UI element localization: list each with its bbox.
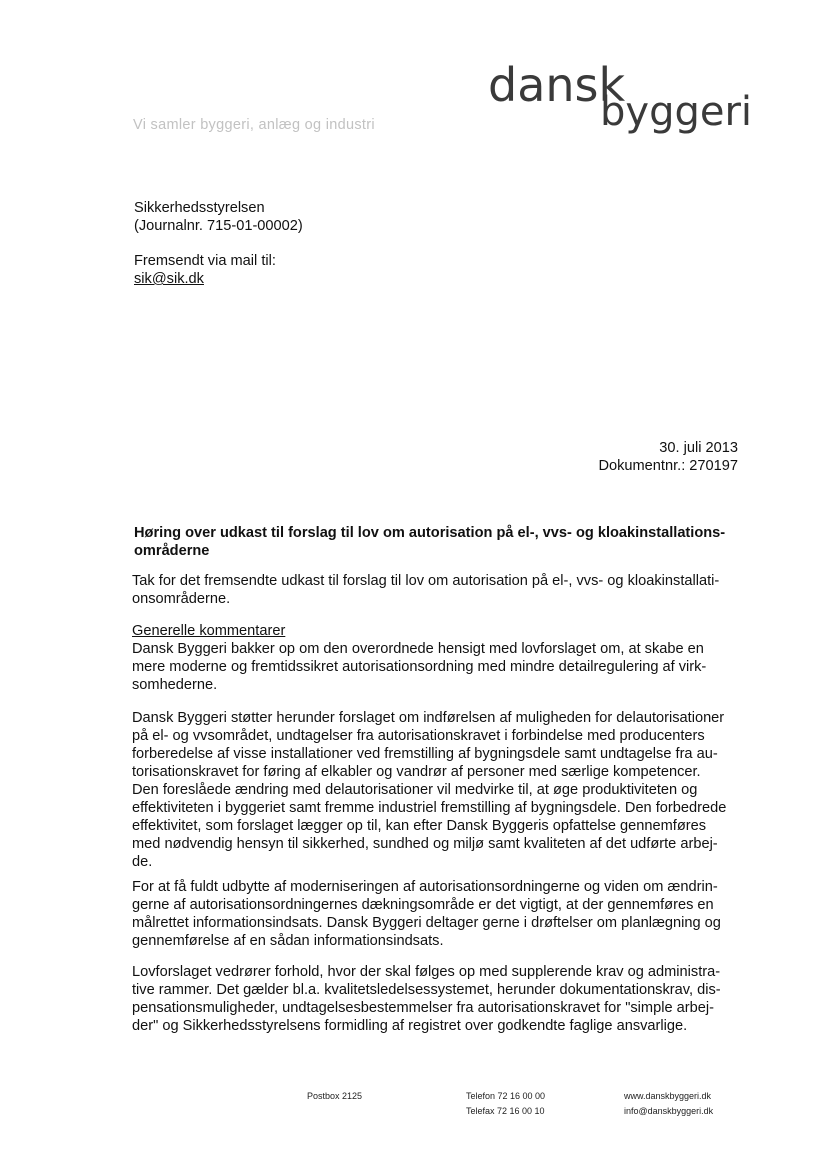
recipient-journal: (Journalnr. 715-01-00002) [134, 218, 303, 234]
paragraph-line: med nødvendig hensyn til sikkerhed, sundhed og miljø samt kvaliteten af det udførte arbej- [132, 836, 718, 852]
paragraph-line: Dansk Byggeri støtter herunder forslaget om indførelsen af muligheden for delautorisationer [132, 710, 725, 726]
recipient-name: Sikkerhedsstyrelsen [134, 200, 265, 216]
paragraph-line: Dansk Byggeri bakker op om den overordnede hensigt med lovforslaget om, at skabe en [132, 641, 704, 657]
paragraph-requirements [132, 963, 740, 1035]
general-comments-paragraph [132, 622, 740, 694]
section-heading-general: Generelle kommentarer [132, 623, 286, 639]
footer-online [624, 1089, 713, 1119]
letter-date: 30. juli 2013 [659, 440, 738, 456]
date-block [598, 439, 738, 475]
forwarded-label: Fremsendt via mail til: [134, 253, 276, 269]
paragraph-line: gennemførelse af en sådan informationsindsats. [132, 933, 444, 949]
subject-heading [134, 524, 734, 560]
paragraph-line: der" og Sikkerhedsstyrelsens formidling af registret over godkendte faglige ansvarlige. [132, 1018, 688, 1034]
paragraph-line: Lovforslaget vedrører forhold, hvor der skal følges op med supplerende krav og administra- [132, 964, 721, 980]
footer-phone: Telefon 72 16 00 00 [466, 1091, 546, 1101]
intro-paragraph [132, 572, 740, 608]
paragraph-information [132, 878, 740, 950]
paragraph-line: forberedelse af visse installationer ved fremstilling af bygningsdele samt undtagelse fra au- [132, 746, 718, 762]
paragraph-line: mere moderne og fremtidssikret autorisationsordning med mindre detailregulering af virk- [132, 659, 707, 675]
recipient-email-link[interactable]: sik@sik.dk [134, 271, 204, 287]
paragraph-line: onsområderne. [132, 591, 231, 607]
footer-email-link[interactable]: info@danskbyggeri.dk [624, 1106, 714, 1116]
paragraph-line: de. [132, 854, 153, 870]
paragraph-line: somhederne. [132, 677, 218, 693]
paragraph-line: gerne af autorisationsordningernes dækningsområde er det vigtigt, at der gennemføres en [132, 897, 714, 913]
document-number: Dokumentnr.: 270197 [598, 458, 738, 474]
paragraph-line: torisationskravet for føring af elkabler og vandrør af personer med særlige kompetencer. [132, 764, 701, 780]
footer-postbox [307, 1089, 362, 1104]
paragraph-line: målrettet informationsindsats. Dansk Byggeri deltager gerne i drøftelser om planlægning og [132, 915, 721, 931]
paragraph-line: effektiviteten i byggeriet samt fremme industriel fremstilling af bygningsdele. Den forbedrede [132, 800, 727, 816]
footer-website-link[interactable]: www.danskbyggeri.dk [624, 1091, 712, 1101]
paragraph-line: Tak for det fremsendte udkast til forslag til lov om autorisation på el-, vvs- og kloakinstallati- [132, 573, 720, 589]
recipient-block [134, 199, 303, 235]
footer-fax: Telefax 72 16 00 10 [466, 1106, 545, 1116]
paragraph-line: pensationsmuligheder, undtagelsesbestemmelser fra autorisationskravet for "simple arbej- [132, 1000, 714, 1016]
subject-line: Høring over udkast til forslag til lov om autorisation på el-, vvs- og kloakinstallations- [134, 525, 726, 541]
tagline: Vi samler byggeri, anlæg og industri [133, 117, 375, 133]
logo-wordmark-byggeri: byggeri [600, 89, 753, 135]
paragraph-line: Den foreslåede ændring med delautorisationer vil medvirke til, at øge produktiviteten og [132, 782, 698, 798]
logo-wordmark-dansk: dansk [488, 58, 626, 112]
paragraph-line: på el- og vvsområdet, undtagelser fra autorisationskravet i forbindelse med producenters [132, 728, 705, 744]
subject-line: områderne [134, 543, 210, 559]
footer-contact-numbers [466, 1089, 545, 1119]
forwarded-block [134, 252, 276, 288]
footer-postbox-text: Postbox 2125 [307, 1091, 363, 1101]
paragraph-line: tive rammer. Det gælder bl.a. kvalitetsledelsessystemet, herunder dokumentationskrav, dis- [132, 982, 721, 998]
paragraph-line: effektivitet, som forslaget lægger op til, kan efter Dansk Byggeris opfattelse gennemføres [132, 818, 707, 834]
paragraph-line: For at få fuldt udbytte af moderniseringen af autorisationsordningerne og viden om ændrin- [132, 879, 718, 895]
paragraph-delautorisation [132, 709, 740, 871]
